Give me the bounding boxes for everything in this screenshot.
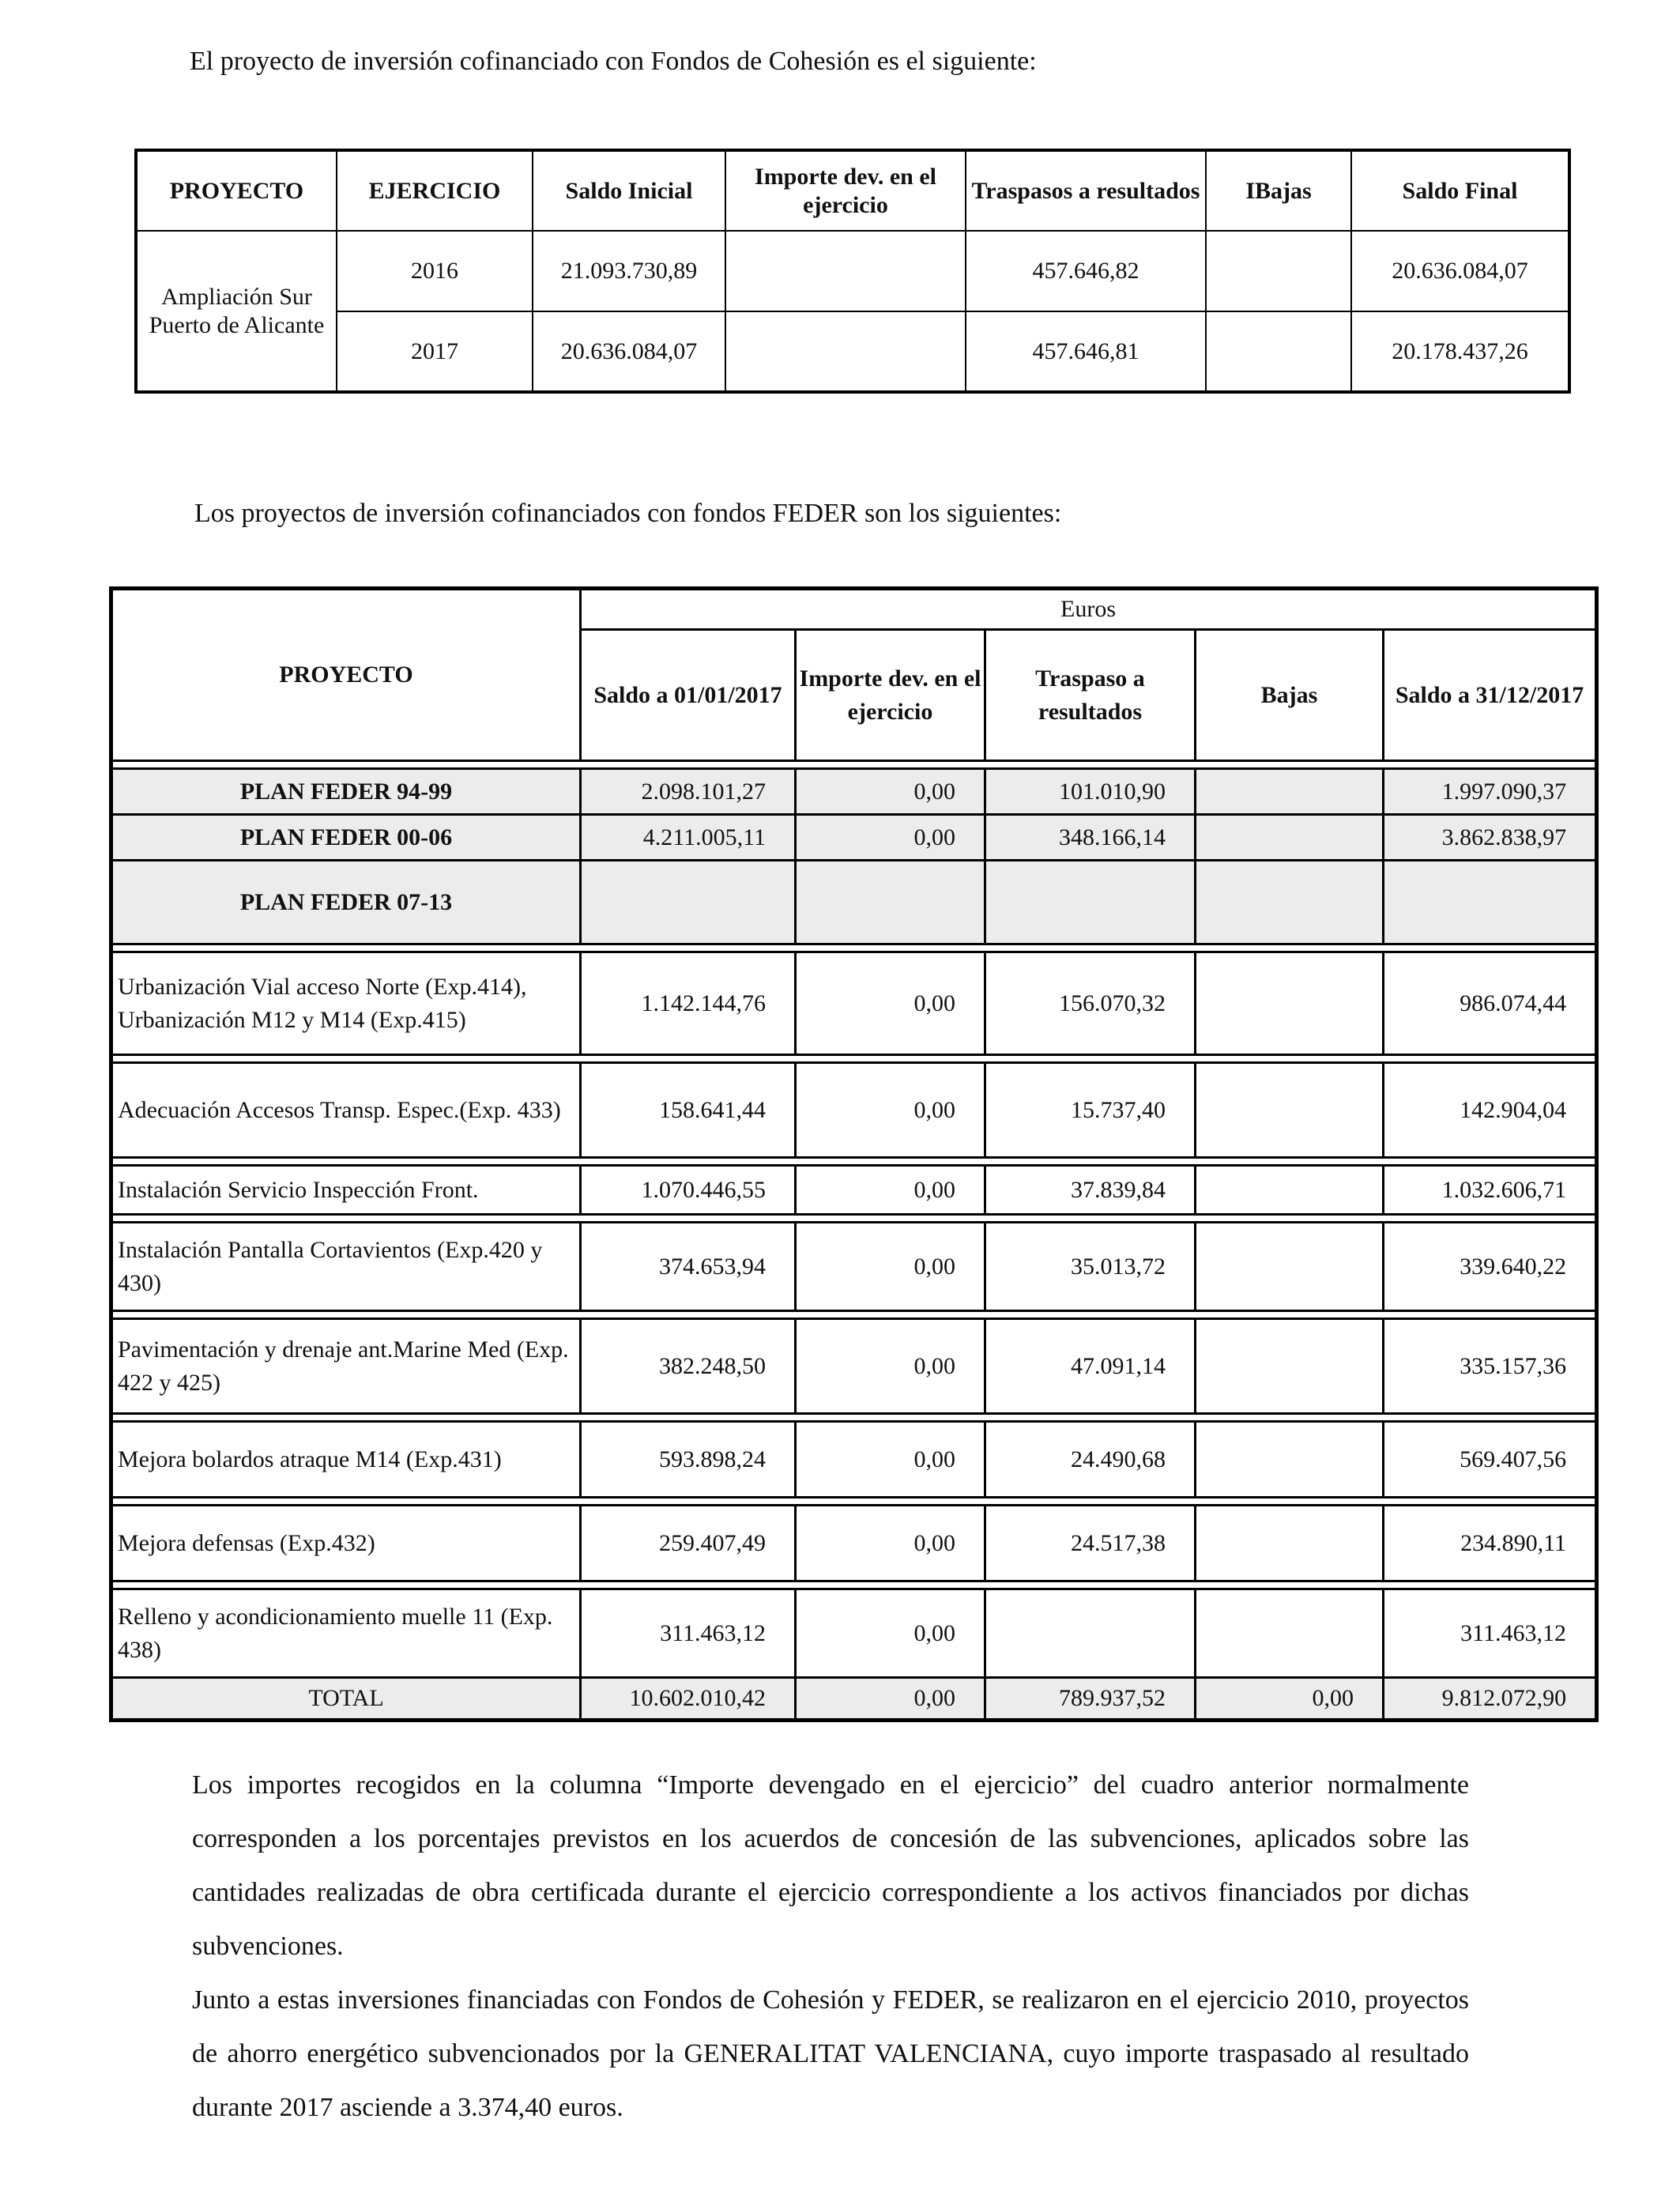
importe-cell: 0,00 — [796, 1319, 985, 1414]
saldo-inicial-cell — [581, 861, 796, 944]
project-name: Adecuación Accesos Transp. Espec.(Exp. 433) — [111, 1063, 581, 1158]
traspaso-cell: 35.013,72 — [985, 1223, 1196, 1311]
saldo-final-cell: 9.812.072,90 — [1384, 1678, 1597, 1721]
table-row — [111, 952, 1597, 1055]
table-row — [111, 1166, 1597, 1215]
table-row — [136, 231, 1569, 311]
table-row — [111, 1422, 1597, 1498]
saldo-inicial-cell: 1.070.446,55 — [581, 1166, 796, 1215]
importe-cell: 0,00 — [796, 815, 985, 861]
saldo-final-cell: 1.032.606,71 — [1384, 1166, 1597, 1215]
saldo-final-cell: 339.640,22 — [1384, 1223, 1597, 1311]
total-label: TOTAL — [111, 1678, 581, 1721]
saldo-inicial-cell: 259.407,49 — [581, 1506, 796, 1581]
saldo-final-cell: 20.178.437,26 — [1351, 311, 1569, 392]
importe-cell: 0,00 — [796, 1678, 985, 1721]
table-row — [111, 1589, 1597, 1678]
feder-table — [109, 586, 1599, 1722]
intro-feder-text: Los proyectos de inversión cofinanciados con fondos FEDER son los siguientes: — [194, 499, 1062, 528]
saldo-final-cell: 234.890,11 — [1384, 1506, 1597, 1581]
ejercicio-cell: 2016 — [337, 231, 533, 311]
importe-cell: 0,00 — [796, 1422, 985, 1498]
table-row — [111, 1506, 1597, 1581]
project-name: Relleno y acondicionamiento muelle 11 (Exp. 438) — [111, 1589, 581, 1678]
paragraph-importes: Los importes recogidos en la columna “Importe devengado en el ejercicio” del cuadro anterior normalmente corresponden a los porcentajes previstos en los acuerdos de concesión de las subvenciones, aplicados sobre las cantidades realizadas de obra certificada durante el ejercicio correspondiente a los activos financiados por dichas subvenciones. — [192, 1770, 1469, 1961]
saldo-final-cell: 142.904,04 — [1384, 1063, 1597, 1158]
col-header-saldo-final: Saldo Final — [1351, 150, 1569, 231]
project-name: Mejora bolardos atraque M14 (Exp.431) — [111, 1422, 581, 1498]
euros-header: Euros — [581, 589, 1597, 630]
bajas-cell — [1196, 815, 1384, 861]
importe-cell: 0,00 — [796, 1166, 985, 1215]
saldo-inicial-cell: 20.636.084,07 — [533, 311, 725, 392]
traspaso-cell: 37.839,84 — [985, 1166, 1196, 1215]
bajas-cell — [1196, 1166, 1384, 1215]
col-header-traspasos: Traspasos a resultados — [966, 150, 1206, 231]
saldo-final-cell: 986.074,44 — [1384, 952, 1597, 1055]
importe-cell: 0,00 — [796, 769, 985, 815]
bajas-cell — [1206, 311, 1351, 392]
col-header-importe: Importe dev. en el ejercicio — [796, 630, 985, 761]
col-header-importe: Importe dev. en el ejercicio — [725, 150, 966, 231]
traspasos-cell: 457.646,82 — [966, 231, 1206, 311]
col-header-proyecto: PROYECTO — [111, 589, 581, 761]
bajas-cell — [1206, 231, 1351, 311]
cohesion-header-row — [136, 150, 1569, 231]
col-header-bajas: IBajas — [1206, 150, 1351, 231]
saldo-inicial-cell: 21.093.730,89 — [533, 231, 725, 311]
col-header-traspaso: Traspaso a resultados — [985, 630, 1196, 761]
traspaso-cell: 15.737,40 — [985, 1063, 1196, 1158]
traspaso-cell: 47.091,14 — [985, 1319, 1196, 1414]
col-header-saldo-inicial: Saldo a 01/01/2017 — [581, 630, 796, 761]
plan-name: PLAN FEDER 94-99 — [111, 769, 581, 815]
saldo-final-cell: 311.463,12 — [1384, 1589, 1597, 1678]
col-header-ejercicio: EJERCICIO — [337, 150, 533, 231]
saldo-final-cell — [1384, 861, 1597, 944]
col-header-saldo-final: Saldo a 31/12/2017 — [1384, 630, 1597, 761]
cohesion-table — [134, 149, 1571, 394]
saldo-final-cell: 3.862.838,97 — [1384, 815, 1597, 861]
saldo-inicial-cell: 593.898,24 — [581, 1422, 796, 1498]
saldo-inicial-cell: 1.142.144,76 — [581, 952, 796, 1055]
importe-cell: 0,00 — [796, 1506, 985, 1581]
table-row — [111, 1319, 1597, 1414]
traspaso-cell: 156.070,32 — [985, 952, 1196, 1055]
paragraph-ahorro-energetico: Junto a estas inversiones financiadas con Fondos de Cohesión y FEDER, se realizaron en el ejercicio 2010, proyectos de ahorro energético subvencionados por la GENERALITAT VALENCIANA, cuyo importe traspasado al resultado durante 2017 asciende a 3.374,40 euros. — [192, 1985, 1469, 2122]
project-name: Pavimentación y drenaje ant.Marine Med (Exp. 422 y 425) — [111, 1319, 581, 1414]
traspaso-cell: 101.010,90 — [985, 769, 1196, 815]
saldo-final-cell: 1.997.090,37 — [1384, 769, 1597, 815]
saldo-inicial-cell: 311.463,12 — [581, 1589, 796, 1678]
saldo-inicial-cell: 10.602.010,42 — [581, 1678, 796, 1721]
bajas-cell — [1196, 1319, 1384, 1414]
table-row — [136, 311, 1569, 392]
total-row — [111, 1678, 1597, 1721]
importe-cell: 0,00 — [796, 1589, 985, 1678]
col-header-bajas: Bajas — [1196, 630, 1384, 761]
bajas-cell — [1196, 1506, 1384, 1581]
plan-row — [111, 769, 1597, 815]
bajas-cell — [1196, 1063, 1384, 1158]
bajas-cell — [1196, 769, 1384, 815]
saldo-inicial-cell: 2.098.101,27 — [581, 769, 796, 815]
saldo-final-cell: 335.157,36 — [1384, 1319, 1597, 1414]
plan-name: PLAN FEDER 00-06 — [111, 815, 581, 861]
plan-row — [111, 861, 1597, 944]
plan-name: PLAN FEDER 07-13 — [111, 861, 581, 944]
saldo-final-cell: 569.407,56 — [1384, 1422, 1597, 1498]
traspaso-cell — [985, 861, 1196, 944]
bajas-cell — [1196, 1589, 1384, 1678]
importe-cell — [725, 231, 966, 311]
traspasos-cell: 457.646,81 — [966, 311, 1206, 392]
bajas-cell — [1196, 952, 1384, 1055]
saldo-inicial-cell: 4.211.005,11 — [581, 815, 796, 861]
bajas-cell — [1196, 1223, 1384, 1311]
traspaso-cell: 24.490,68 — [985, 1422, 1196, 1498]
importe-cell: 0,00 — [796, 1223, 985, 1311]
col-header-saldo-inicial: Saldo Inicial — [533, 150, 725, 231]
bajas-cell — [1196, 861, 1384, 944]
project-name: Instalación Pantalla Cortavientos (Exp.420 y 430) — [111, 1223, 581, 1311]
saldo-inicial-cell: 158.641,44 — [581, 1063, 796, 1158]
traspaso-cell — [985, 1589, 1196, 1678]
project-name: Urbanización Vial acceso Norte (Exp.414), Urbanización M12 y M14 (Exp.415) — [111, 952, 581, 1055]
importe-cell: 0,00 — [796, 952, 985, 1055]
project-name: Mejora defensas (Exp.432) — [111, 1506, 581, 1581]
col-header-proyecto: PROYECTO — [136, 150, 337, 231]
table-row — [111, 1223, 1597, 1311]
importe-cell: 0,00 — [796, 1063, 985, 1158]
project-name-cell: Ampliación Sur Puerto de Alicante — [136, 231, 337, 392]
table-row — [111, 1063, 1597, 1158]
traspaso-cell: 789.937,52 — [985, 1678, 1196, 1721]
bajas-cell — [1196, 1422, 1384, 1498]
traspaso-cell: 348.166,14 — [985, 815, 1196, 861]
saldo-inicial-cell: 382.248,50 — [581, 1319, 796, 1414]
importe-cell — [796, 861, 985, 944]
importe-cell — [725, 311, 966, 392]
saldo-final-cell: 20.636.084,07 — [1351, 231, 1569, 311]
ejercicio-cell: 2017 — [337, 311, 533, 392]
traspaso-cell: 24.517,38 — [985, 1506, 1196, 1581]
project-name: Instalación Servicio Inspección Front. — [111, 1166, 581, 1215]
bajas-cell: 0,00 — [1196, 1678, 1384, 1721]
saldo-inicial-cell: 374.653,94 — [581, 1223, 796, 1311]
intro-cohesion-text: El proyecto de inversión cofinanciado con Fondos de Cohesión es el siguiente: — [190, 47, 1037, 76]
plan-row — [111, 815, 1597, 861]
feder-header-row-1 — [111, 589, 1597, 630]
